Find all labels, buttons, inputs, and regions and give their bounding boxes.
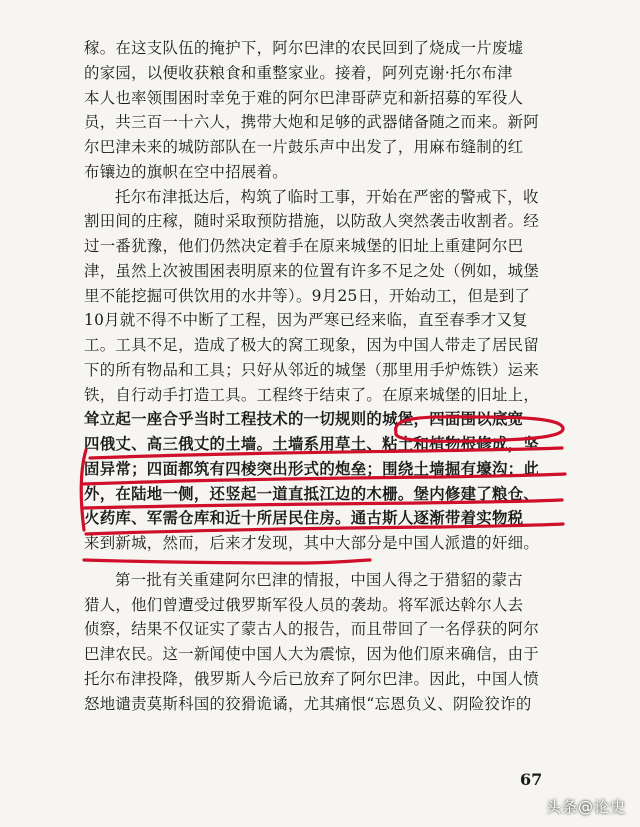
text-line: 铁，自行动手打造工具。工程终于结束了。在原来城堡的旧址上， [84, 385, 540, 404]
text-line: 第一批有关重建阿尔巴津的情报，中国人得之于猎貂的蒙古 [115, 570, 523, 589]
text-line: 托尔布津抵达后，构筑了临时工事，开始在严密的警戒下，收 [115, 187, 539, 206]
text-line: 来到新城，然而，后来才发现，其中大部分是中国人派遣的奸细。 [84, 534, 540, 552]
text-line: 本人也率领围困时幸免于难的阿尔巴津哥萨克和新招募的军役人 [84, 88, 524, 107]
text-line: 尔巴津未来的城防部队在一片鼓乐声中出发了，用麻布缝制的红 [84, 138, 524, 156]
text-line: 侦察，结果不仅证实了蒙古人的报告，而且带回了一名俘获的阿尔 [84, 620, 540, 639]
text-line: 下的所有物品和工具；只好从邻近的城堡（那里用手炉炼铁）运来 [84, 360, 540, 379]
text-line: 耸立起一座合乎当时工程技术的一切规则的城堡，四面围以底宽 [84, 410, 524, 429]
body-text [84, 36, 564, 716]
text-line: 割田间的庄稼，随时采取预防措施，以防敌人突然袭击收割者。经 [84, 212, 540, 231]
text-line: 怒地谴责莫斯科国的狡猾诡谲，尤其痛恨“忘恩负义、阴险狡诈的 [84, 694, 532, 713]
text-line: 托尔布津投降，俄罗斯人今后已放弃了阿尔巴津。因此，中国人愤 [84, 669, 540, 688]
text-line: 四俄丈、高三俄丈的土墙。土墙系用草土、粘土和植物根修成，坚 [84, 435, 540, 453]
text-line: 员，共三百一十六人，携带大炮和足够的武器储备随之而来。新阿 [84, 113, 540, 132]
text-line: 外，在陆地一侧，还竖起一道直抵江边的木栅。堡内修建了粮仓、 [84, 484, 540, 503]
text-line: 津，虽然上次被围困表明原来的位置有许多不足之处（例如，城堡 [84, 261, 540, 280]
text-line: 固异常；四面都筑有四棱突出形式的炮垒；围绕土墙掘有壕沟；此 [84, 459, 540, 478]
paragraph-gap [84, 556, 564, 568]
text-line: 稼。在这支队伍的掩护下，阿尔巴津的农民回到了烧成一片废墟 [84, 39, 524, 57]
text-line: 过一番犹豫，他们仍然决定着手在原来城堡的旧址上重建阿尔巴 [84, 237, 524, 255]
text-line: 里不能挖掘可供饮用的水井等）。9月25日，开始动工，但是到了 [84, 286, 531, 305]
text-line: 布镶边的旗帜在空中招展着。 [84, 162, 288, 181]
text-line: 的家园，以便收获粮食和重整家业。接着，阿列克谢·托尔布津 [84, 63, 513, 82]
text-line: 猎人，他们曾遭受过俄罗斯军役人员的袭劫。将军派达斡尔人去 [84, 595, 524, 614]
page-number: 67 [520, 770, 543, 789]
source-watermark: 头条@论史 [545, 798, 626, 816]
text-line: 工。工具不足，造成了极大的窝工现象，因为中国人带走了居民留 [84, 336, 540, 354]
text-line: 巴津农民。这一新闻使中国人大为震惊，因为他们原来确信，由于 [84, 645, 540, 663]
text-line: 10月就不得不中断了工程，因为严寒已经来临，直至春季才又复 [84, 311, 528, 330]
text-line: 火药库、军需仓库和近十所居民住房。通古斯人逐渐带着实物税 [84, 509, 524, 528]
